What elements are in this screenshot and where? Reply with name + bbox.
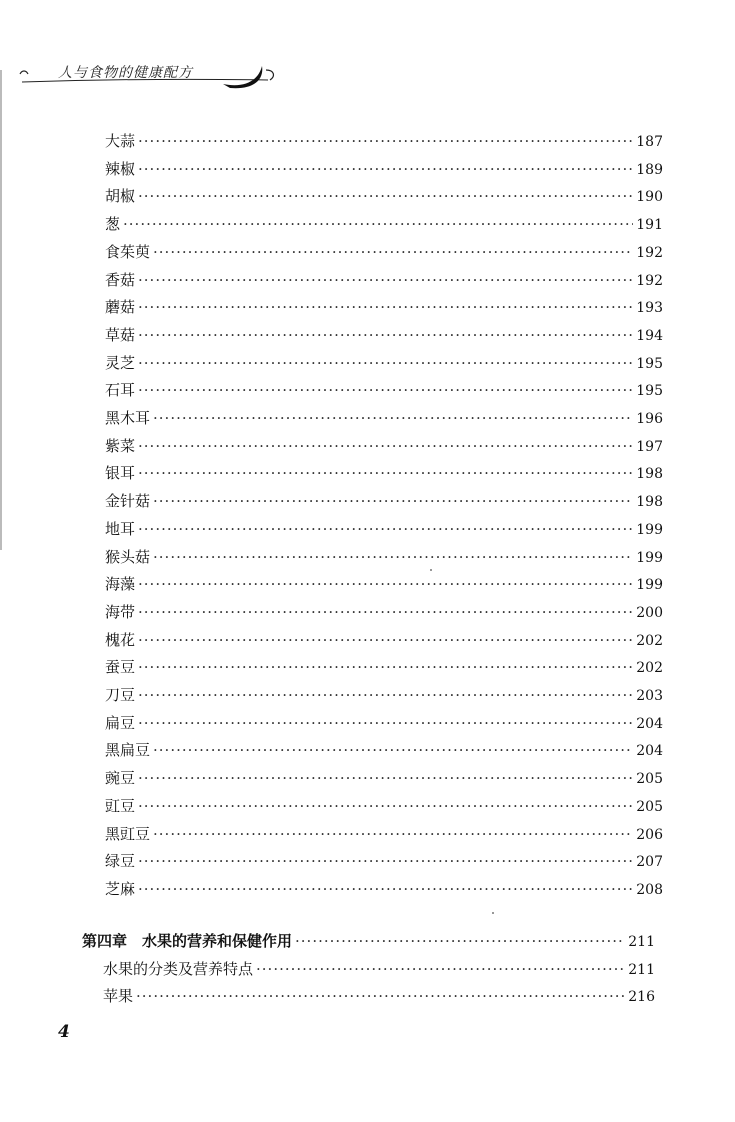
toc-entry — [105, 158, 663, 179]
toc-entry — [105, 823, 663, 844]
leader-dots — [138, 797, 633, 815]
leader-dots — [138, 326, 633, 344]
toc-entry — [105, 878, 663, 899]
toc-entry — [105, 712, 663, 733]
toc-entry — [103, 958, 655, 979]
toc-page-number: 207 — [636, 854, 663, 871]
toc-entry-label: 绿豆 — [105, 852, 136, 871]
toc-entry-label: 灵芝 — [105, 353, 136, 372]
scan-speck — [492, 912, 494, 914]
scan-speck — [430, 569, 432, 571]
toc-entry-label: 草菇 — [105, 325, 136, 344]
toc-entry-label: 猴头菇 — [105, 547, 151, 566]
toc-entry — [105, 213, 663, 234]
toc-page-number: 197 — [636, 438, 663, 455]
toc-chapter-row — [82, 930, 655, 951]
toc-entry-label: 紫菜 — [105, 436, 136, 455]
toc-page-number: 193 — [636, 300, 663, 317]
toc-entry-label: 香菇 — [105, 270, 136, 289]
leader-dots — [136, 987, 625, 1005]
toc-page-number: 205 — [636, 771, 663, 788]
toc-entry — [105, 518, 663, 539]
toc-entry-label: 蘑菇 — [105, 298, 136, 317]
toc-entry-label: 蚕豆 — [105, 658, 136, 677]
leader-dots — [138, 437, 633, 455]
toc-page-number: 199 — [636, 521, 663, 538]
leader-dots — [295, 932, 625, 950]
toc-entry — [105, 850, 663, 871]
toc-page-number: 198 — [636, 466, 663, 483]
leader-dots — [138, 714, 633, 732]
leader-dots — [153, 243, 633, 261]
toc-entry-label: 辣椒 — [105, 159, 136, 178]
toc-page-number: 192 — [636, 272, 663, 289]
toc-page-number: 211 — [628, 962, 655, 978]
toc-entry — [103, 985, 655, 1006]
toc-entry — [105, 739, 663, 760]
toc-entry — [105, 241, 663, 262]
toc-entry-label: 第四章 水果的营养和保健作用 — [82, 932, 293, 950]
toc-entry — [105, 795, 663, 816]
toc-entry — [105, 407, 663, 428]
toc-entry-label: 石耳 — [105, 381, 136, 400]
leader-dots — [138, 187, 633, 205]
toc-entry-label: 葱 — [105, 215, 121, 234]
toc-entry-label: 地耳 — [105, 519, 136, 538]
header-title: 人与食物的健康配方 — [58, 65, 193, 81]
toc-page-number: 205 — [636, 798, 663, 815]
toc-page-number: 194 — [636, 327, 663, 344]
toc-page-number: 199 — [636, 577, 663, 594]
toc-entry-label: 食茱萸 — [105, 242, 151, 261]
toc-entry — [105, 296, 663, 317]
running-header — [18, 58, 288, 92]
toc-entry — [105, 573, 663, 594]
toc-entry-label: 海藻 — [105, 575, 136, 594]
leader-dots — [123, 215, 633, 233]
toc-page-number: 204 — [636, 743, 663, 760]
leader-dots — [138, 354, 633, 372]
toc-page-number: 208 — [636, 881, 663, 898]
toc-entry-label: 豌豆 — [105, 769, 136, 788]
toc-entry — [105, 656, 663, 677]
leader-dots — [138, 520, 633, 538]
toc-page-number: 195 — [636, 383, 663, 400]
toc-entry — [105, 185, 663, 206]
toc-entry-label: 黑扁豆 — [105, 741, 151, 760]
toc-page-number: 195 — [636, 355, 663, 372]
toc-page-number: 216 — [628, 989, 655, 1005]
toc-entry — [105, 546, 663, 567]
toc-entry-label: 豇豆 — [105, 796, 136, 815]
leader-dots — [138, 603, 633, 621]
toc-entry — [105, 130, 663, 151]
leader-dots — [153, 492, 633, 510]
toc-entry — [105, 462, 663, 483]
leader-dots — [138, 381, 633, 399]
leader-dots — [138, 686, 633, 704]
leader-dots — [138, 132, 633, 150]
leader-dots — [153, 825, 633, 843]
leader-dots — [138, 769, 633, 787]
toc-entry-label: 苹果 — [103, 987, 134, 1005]
toc-page-number: 199 — [636, 549, 663, 566]
toc-entry-label: 芝麻 — [105, 879, 136, 898]
toc-page-number: 189 — [636, 161, 663, 178]
leader-dots — [138, 880, 633, 898]
toc-page-number: 202 — [636, 660, 663, 677]
toc-entry — [105, 684, 663, 705]
toc-page-number: 203 — [636, 688, 663, 704]
toc-page-number: 204 — [636, 715, 663, 732]
toc-entry-label: 刀豆 — [105, 686, 136, 704]
toc-entry-label: 黑豇豆 — [105, 824, 151, 843]
leader-dots — [153, 741, 633, 759]
toc-page-number: 202 — [636, 632, 663, 649]
toc-page-number: 192 — [636, 244, 663, 261]
leader-dots — [138, 631, 633, 649]
toc-entry-label: 槐花 — [105, 630, 136, 649]
toc-page-number: 206 — [636, 826, 663, 843]
toc-entry — [105, 324, 663, 345]
toc-entry — [105, 629, 663, 650]
toc-entry — [105, 767, 663, 788]
leader-dots — [138, 298, 633, 316]
toc-entry-label: 扁豆 — [105, 713, 136, 732]
toc-entry — [105, 379, 663, 400]
toc-page-number: 211 — [628, 934, 655, 950]
leader-dots — [138, 160, 633, 178]
leader-dots — [138, 271, 633, 289]
toc-entry-label: 胡椒 — [105, 187, 136, 206]
toc-entry-label: 水果的分类及营养特点 — [103, 960, 254, 978]
toc-entry — [105, 490, 663, 511]
toc-entry-label: 银耳 — [105, 464, 136, 483]
toc-entry — [105, 269, 663, 290]
toc-page-number: 196 — [636, 411, 663, 427]
leader-dots — [138, 575, 633, 593]
leader-dots — [153, 409, 633, 427]
toc-entry — [105, 352, 663, 373]
page-number: 4 — [58, 1022, 70, 1042]
toc-page-number: 200 — [636, 604, 663, 621]
toc-page-number: 198 — [636, 494, 663, 511]
toc-entry-label: 黑木耳 — [105, 409, 151, 427]
toc-entry — [105, 435, 663, 456]
toc-entry-label: 大蒜 — [105, 132, 136, 150]
toc-page-number: 190 — [636, 189, 663, 206]
toc-entry — [105, 601, 663, 622]
leader-dots — [138, 658, 633, 676]
toc-entry-label: 金针菇 — [105, 492, 151, 511]
page-edge-shadow — [0, 70, 2, 550]
leader-dots — [256, 960, 625, 978]
leader-dots — [153, 548, 633, 566]
toc-page-number: 191 — [636, 217, 663, 234]
toc-entry-label: 海带 — [105, 602, 136, 621]
leader-dots — [138, 464, 633, 482]
toc-page-number: 187 — [636, 134, 663, 150]
leader-dots — [138, 852, 633, 870]
